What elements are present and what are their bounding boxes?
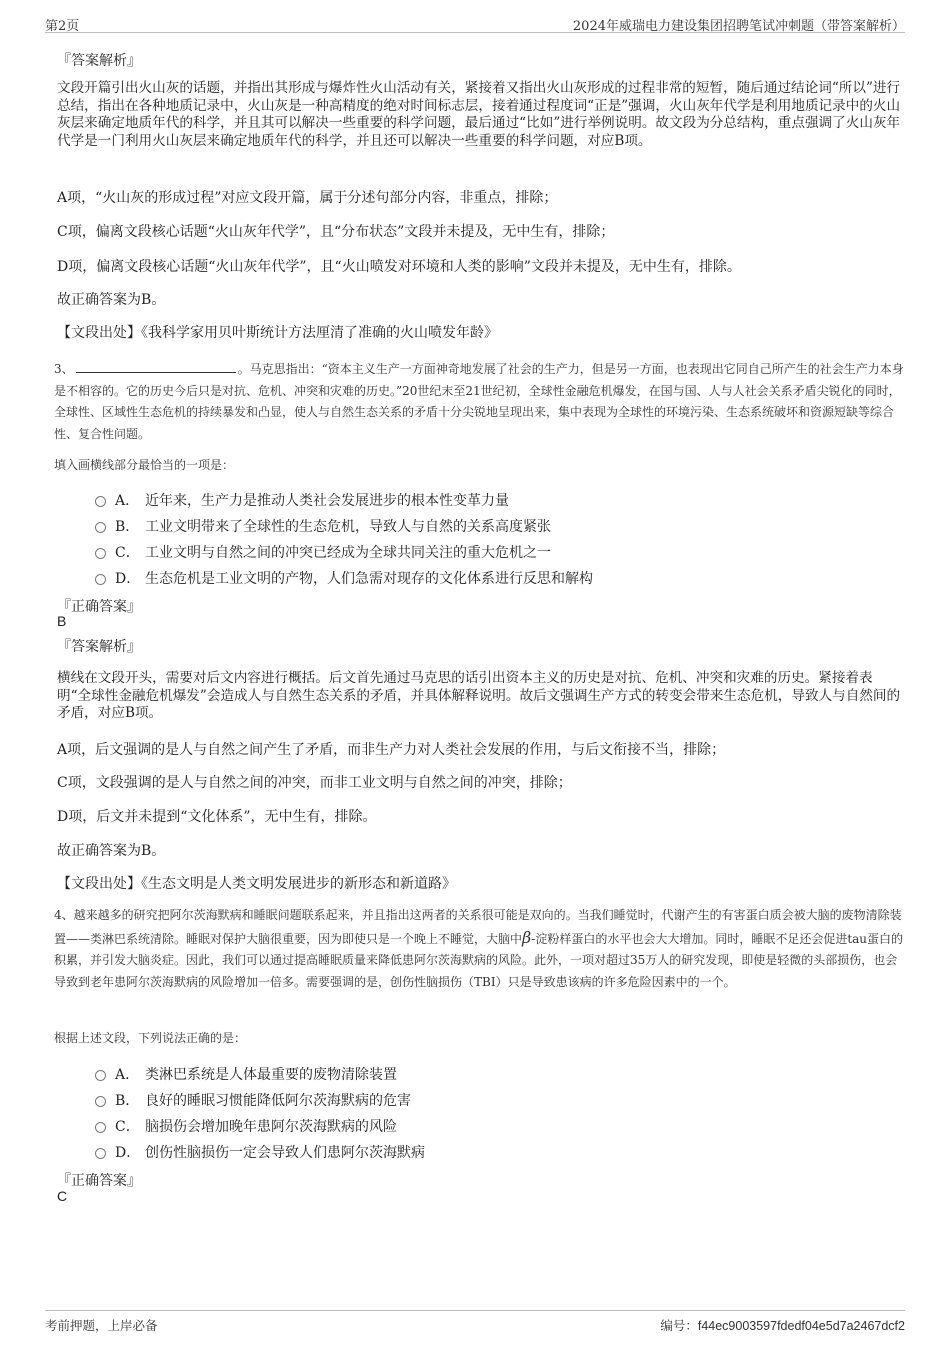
correct-answer-label: 『正确答案』 [57,599,141,615]
footer-slogan: 考前押题，上岸必备 [45,1318,158,1333]
radio-icon[interactable] [95,574,106,585]
analysis-label: 『答案解析』 [57,639,141,655]
analysis-label: 『答案解析』 [57,53,141,69]
conclusion: 故正确答案为B。 [57,292,166,308]
question-3 [54,359,905,445]
radio-icon[interactable] [95,1096,106,1107]
q4-option-b[interactable]: B． 良好的睡眠习惯能降低阿尔茨海默病的危害 [95,1090,905,1110]
option-d-explanation: D项，后文并未提到“文化体系”，无中生有，排除。 [57,809,377,825]
q3-option-d[interactable]: D． 生态危机是工业文明的产物，人们急需对现存的文化体系进行反思和解构 [95,568,905,588]
q3-option-b[interactable]: B． 工业文明带来了全球性的生态危机，导致人与自然的关系高度紧张 [95,516,905,536]
question-text: 。马克思指出：“资本主义生产一方面神奇地发展了社会的生产力，但是另一方面，也表现出它同自己所产生的社会生产力本身是不相容的。它的历史今后只是对抗、危机、冲突和灾难的历史。”20世纪末至21世纪初，全球性金融危机爆发，在国与国、人与人社会关系矛盾尖锐化的同时，全球性、区域性生态危机的持续暴发和凸显，使人与自然生态关系的矛盾十分尖锐地呈现出来，集中表现为全球性的环境污染、生态系统破坏和资源短缺等综合性、复合性问题。 [54,362,904,441]
q3-option-a[interactable]: A． 近年来，生产力是推动人类社会发展进步的根本性变革力量 [95,490,905,510]
option-a-explanation: A项，“火山灰的形成过程”对应文段开篇，属于分述句部分内容，非重点，排除； [57,190,558,206]
conclusion: 故正确答案为B。 [57,843,166,859]
question-number: 3、 [54,362,74,376]
analysis-text: 文段开篇引出火山灰的话题，并指出其形成与爆炸性火山活动有关，紧接着又指出火山灰形成的过程非常的短暂，随后通过结论词“所以”进行总结，指出在各种地质记录中，火山灰是一种高精度的绝对时间标志层，接着通过程度词“正是”强调，火山灰年代学是利用地质记录中的火山灰层来确定地质年代的科学，并且其可以解决一些重要的科学问题，最后通过“比如”进行举例说明。故文段为分总结构，重点强调了火山灰年代学是一门利用火山灰层来确定地质年代的科学，并且还可以解决一些重要的科学问题，对应B项。 [57,80,901,149]
beta-symbol: β [522,927,532,947]
radio-icon[interactable] [95,1122,106,1133]
document-title: 2024年威瑞电力建设集团招聘笔试冲刺题（带答案解析） [572,19,905,34]
radio-icon[interactable] [95,522,106,533]
question-prompt: 填入画横线部分最恰当的一项是： [54,458,235,472]
source-citation: 【文段出处】《生态文明是人类文明发展进步的新形态和新道路》 [57,876,456,892]
radio-icon[interactable] [95,496,106,507]
analysis-text: 横线在文段开头，需要对后文内容进行概括。后文首先通过马克思的话引出资本主义的历史是对抗、危机、冲突和灾难的历史。紧接着表明“全球性金融危机爆发”会造成人与自然生态关系的矛盾，并具体解释说明。故后文强调生产方式的转变会带来生态危机，导致人与自然间的矛盾，对应B项。 [57,670,901,722]
option-c-explanation: C项，文段强调的是人与自然之间的冲突，而非工业文明与自然之间的冲突，排除； [57,775,572,791]
correct-answer: B [57,613,67,629]
option-d-explanation: D项，偏离文段核心话题“火山灰年代学”，且“火山喷发对环境和人类的影响”文段并未提及，无中生有，排除。 [57,259,741,275]
fill-blank [76,362,236,373]
radio-icon[interactable] [95,1070,106,1081]
radio-icon[interactable] [95,548,106,559]
document-id: 编号：f44ec9003597fdedf04e5d7a2467dcf2 [660,1319,905,1333]
question-4: 4、越来越多的研究把阿尔茨海默病和睡眠问题联系起来，并且指出这两者的关系很可能是双向的。当我们睡觉时，代谢产生的有害蛋白质会被大脑的废物清除装置——类淋巴系统清除。睡眠对保护大脑很重要，因为即使只是一个晚上不睡觉，大脑中β-淀粉样蛋白的水平也会大大增加。同时，睡眠不足还会促进tau蛋白的积累，并引发大脑炎症。因此，我们可以通过提高睡眠质量来降低患阿尔茨海默病的风险。此外，一项对超过35万人的研究发现，即使是轻微的头部损伤，也会导致到老年患阿尔茨海默病的风险增加一倍多。需要强调的是，创伤性脑损伤（TBI）只是导致患该病的许多危险因素中的一个。 [54,908,904,989]
page-footer [45,1310,905,1335]
source-citation: 【文段出处】《我科学家用贝叶斯统计方法厘清了准确的火山喷发年龄》 [57,325,498,341]
q4-option-c[interactable]: C． 脑损伤会增加晚年患阿尔茨海默病的风险 [95,1116,905,1136]
correct-answer-label: 『正确答案』 [57,1173,141,1189]
question-prompt: 根据上述文段，下列说法正确的是： [54,1031,247,1045]
page-header [45,12,905,33]
option-c-explanation: C项，偏离文段核心话题“火山灰年代学”，且“分布状态”文段并未提及，无中生有，排除； [57,224,615,240]
q4-option-a[interactable]: A． 类淋巴系统是人体最重要的废物清除装置 [95,1064,905,1084]
q4-option-d[interactable]: D． 创伤性脑损伤一定会导致人们患阿尔茨海默病 [95,1142,905,1162]
radio-icon[interactable] [95,1148,106,1159]
page-number: 第2页 [45,19,80,34]
q3-option-c[interactable]: C． 工业文明与自然之间的冲突已经成为全球共同关注的重大危机之一 [95,542,905,562]
option-a-explanation: A项，后文强调的是人与自然之间产生了矛盾，而非生产力对人类社会发展的作用，与后文衔接不当，排除； [57,742,726,758]
correct-answer: C [57,1188,68,1204]
